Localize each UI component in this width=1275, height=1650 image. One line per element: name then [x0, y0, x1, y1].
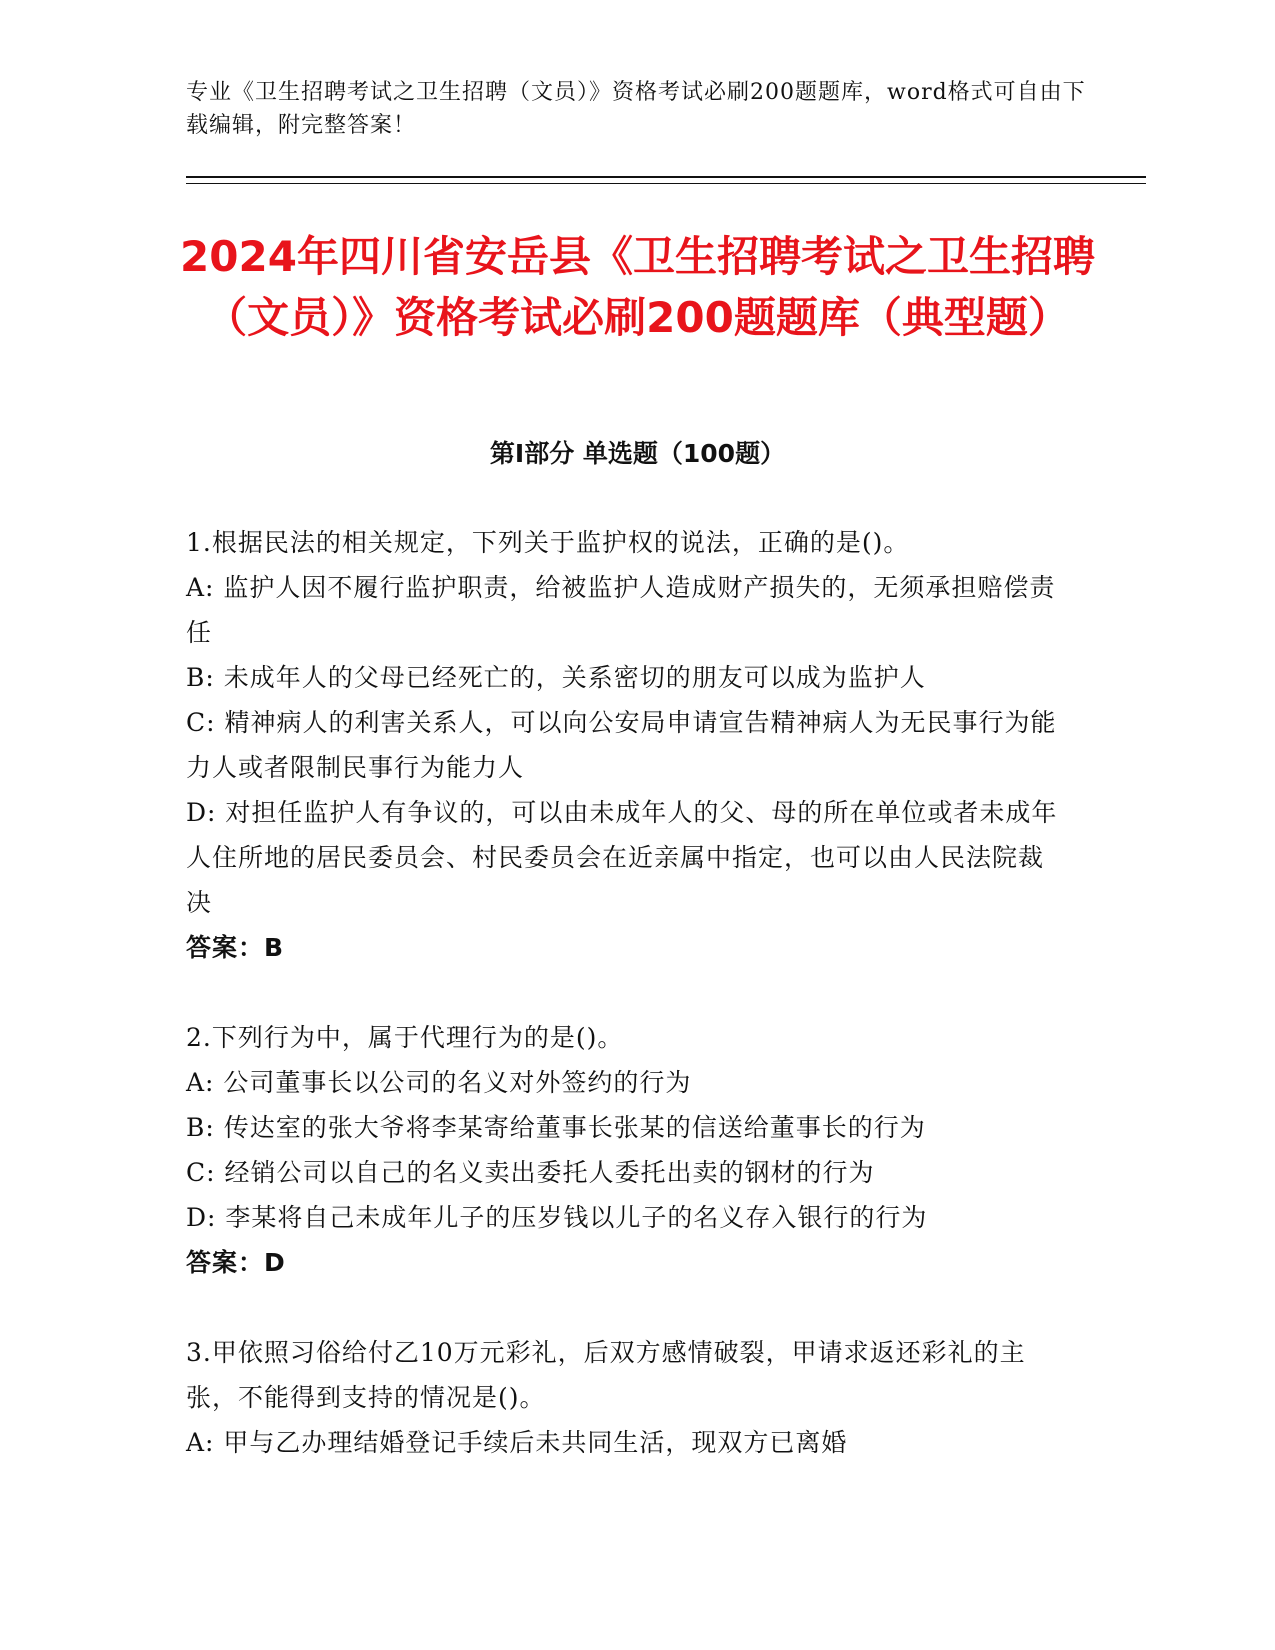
header-divider-thick [186, 176, 1146, 178]
question-list [186, 520, 1066, 1510]
option-b: B: 传达室的张大爷将李某寄给董事长张某的信送给董事长的行为 [186, 1113, 926, 1142]
option-b: B: 未成年人的父母已经死亡的，关系密切的朋友可以成为监护人 [186, 663, 926, 692]
option-c: C: 经销公司以自己的名义卖出委托人委托出卖的钢材的行为 [186, 1158, 875, 1187]
option-d: D: 李某将自己未成年儿子的压岁钱以儿子的名义存入银行的行为 [186, 1203, 928, 1232]
option-c: C: 精神病人的利害关系人，可以向公安局申请宣告精神病人为无民事行为能力人或者限制民事行为能力人 [186, 708, 1057, 782]
question-3 [186, 1330, 1066, 1465]
document-title: 2024年四川省安岳县《卫生招聘考试之卫生招聘（文员）》资格考试必刷200题题库（典型题） [180, 232, 1095, 342]
header-divider-thin [186, 183, 1146, 184]
option-a: A: 甲与乙办理结婚登记手续后未共同生活，现双方已离婚 [186, 1428, 848, 1457]
option-a: A: 公司董事长以公司的名义对外签约的行为 [186, 1068, 692, 1097]
option-d: D: 对担任监护人有争议的，可以由未成年人的父、母的所在单位或者未成年人住所地的居民委员会、村民委员会在近亲属中指定，也可以由人民法院裁决 [186, 798, 1058, 917]
question-1 [186, 520, 1066, 970]
question-stem: 3.甲依照习俗给付乙10万元彩礼，后双方感情破裂，甲请求返还彩礼的主张，不能得到支持的情况是()。 [186, 1338, 1026, 1412]
answer-line: 答案：B [186, 933, 285, 962]
answer-line: 答案：D [186, 1248, 286, 1277]
question-stem: 2.下列行为中，属于代理行为的是()。 [186, 1023, 624, 1052]
question-stem: 1.根据民法的相关规定，下列关于监护权的说法，正确的是()。 [186, 528, 910, 557]
option-a: A: 监护人因不履行监护职责，给被监护人造成财产损失的，无须承担赔偿责任 [186, 573, 1056, 647]
section-title: 第I部分 单选题（100题） [489, 439, 786, 468]
question-2 [186, 1015, 1066, 1285]
header-note: 专业《卫生招聘考试之卫生招聘（文员）》资格考试必刷200题题库，word格式可自由下载编辑，附完整答案！ [186, 80, 1086, 138]
